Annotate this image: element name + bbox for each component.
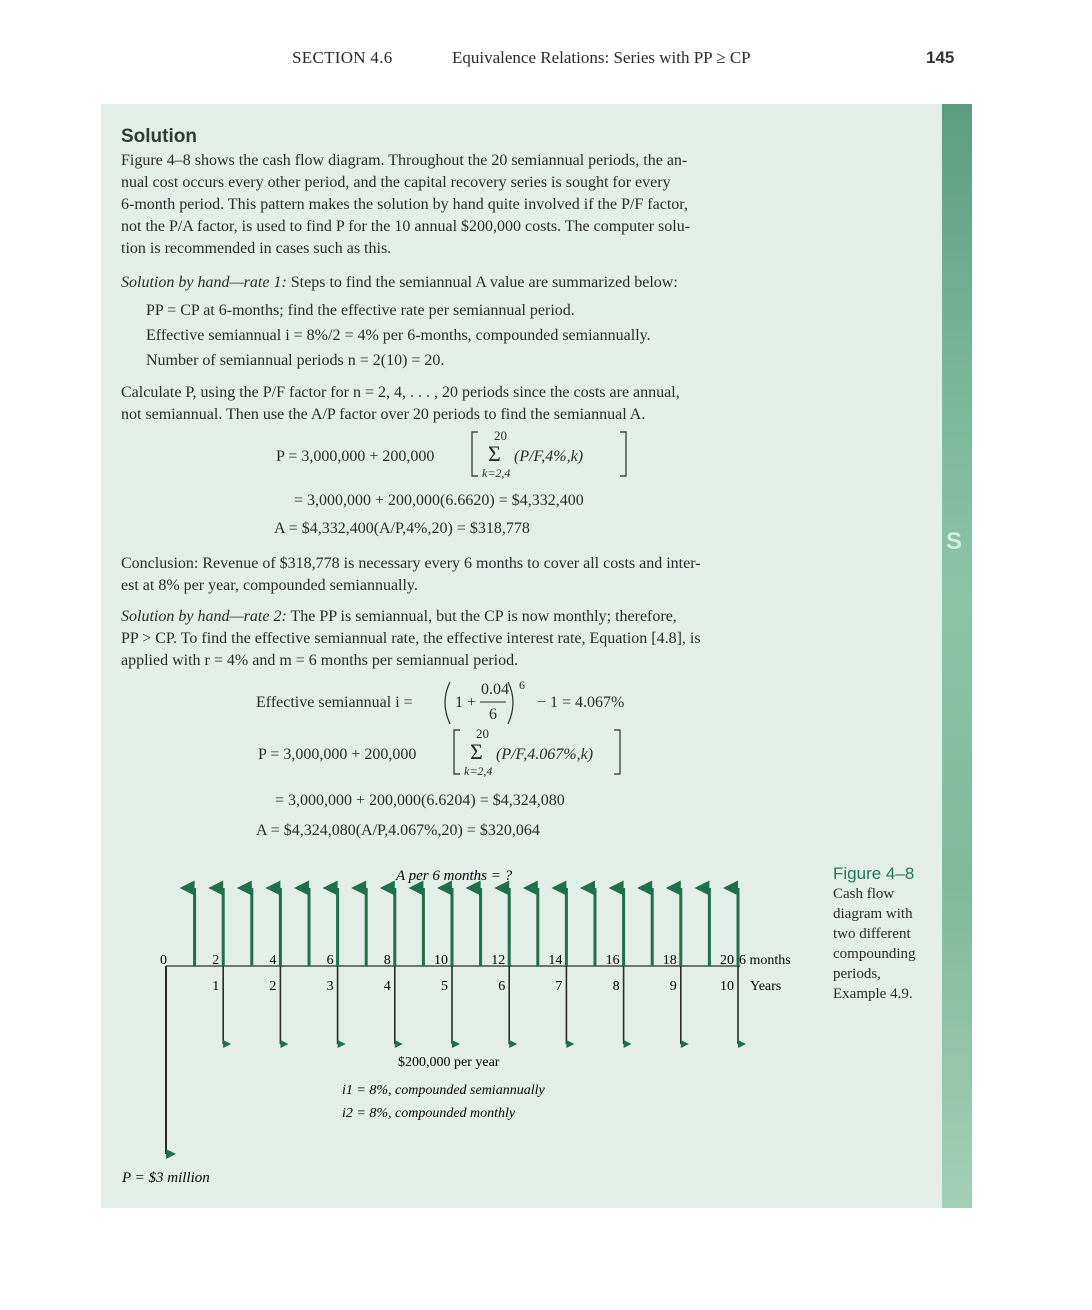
year-tick-label: 3 xyxy=(326,979,334,994)
year-tick-label: 4 xyxy=(383,979,391,994)
rate1-step: Effective semiannual i = 8%/2 = 4% per 6-months, compounded semiannually. xyxy=(146,327,651,344)
time-zero-label: 0 xyxy=(160,953,167,968)
solution-heading: Solution xyxy=(121,126,197,147)
eq2-line2: = 3,000,000 + 200,000(6.6204) = $4,324,080 xyxy=(275,792,565,809)
eq1-sigma: Σ xyxy=(488,441,501,466)
semiannual-tick-label: 18 xyxy=(662,953,677,968)
eq1-line3: A = $4,332,400(A/P,4%,20) = $318,778 xyxy=(274,520,530,537)
rate1-text: Steps to find the semiannual A value are summarized below: xyxy=(286,274,678,291)
figure-caption-line: periods, xyxy=(833,966,881,982)
rate2-line: The PP is semiannual, but the CP is now monthly; therefore, xyxy=(286,608,677,625)
intro-line: tion is recommended in cases such as this. xyxy=(121,240,392,257)
year-tick-label: 10 xyxy=(720,979,734,994)
rate1-step: PP = CP at 6-months; find the effective rate per semiannual period. xyxy=(146,302,575,319)
eq2-line3: A = $4,324,080(A/P,4.067%,20) = $320,064 xyxy=(256,822,540,839)
semiannual-tick-label: 10 xyxy=(434,953,448,968)
conclusion-line: est at 8% per year, compounded semiannually. xyxy=(121,577,418,594)
eq2-exponent: 6 xyxy=(519,678,525,692)
decorative-strip-letter: S xyxy=(946,528,963,555)
page-number: 145 xyxy=(926,48,955,67)
figure-caption-line: two different xyxy=(833,926,911,942)
eq1-sum-bottom: k=2,4 xyxy=(482,466,511,480)
calc-line: Calculate P, using the P/F factor for n = 2, 4, . . . , 20 periods since the costs are annual, xyxy=(121,384,680,401)
rate2-paragraph xyxy=(121,606,775,672)
eq2-sum-top: 20 xyxy=(476,726,489,741)
eq1-p-lhs: P = 3,000,000 + 200,000 xyxy=(276,448,435,465)
year-tick-label: 9 xyxy=(669,979,677,994)
rate2-label: Solution by hand—rate 2: xyxy=(121,608,287,625)
eq2-denominator: 6 xyxy=(489,706,497,723)
rate1-label: Solution by hand—rate 1: xyxy=(121,274,287,291)
rate-i2-label: i2 = 8%, compounded monthly xyxy=(342,1106,516,1121)
eq2-sum-bottom: k=2,4 xyxy=(464,764,493,778)
tick-label-group xyxy=(212,953,734,994)
rate2-line: PP > CP. To find the effective semiannual rate, the effective interest rate, Equation [4.8], is xyxy=(121,630,701,647)
cash-flow-diagram xyxy=(100,860,820,1200)
eq2-rhs: − 1 = 4.067% xyxy=(537,694,625,711)
rate2-line: applied with r = 4% and m = 6 months per semiannual period. xyxy=(121,652,519,669)
year-tick-label: 2 xyxy=(269,979,277,994)
conclusion-paragraph xyxy=(121,553,775,597)
running-title: Equivalence Relations: Series with PP ≥ CP xyxy=(452,48,751,67)
semiannual-tick-label: 16 xyxy=(605,953,620,968)
years-unit-label: Years xyxy=(750,979,782,994)
eq2-term: (P/F,4.067%,k) xyxy=(496,746,594,763)
figure-caption-line: Cash flow xyxy=(833,886,895,902)
intro-line: 6-month period. This pattern makes the solution by hand quite involved if the P/F factor, xyxy=(121,196,688,213)
intro-line: not the P/A factor, is used to find P for the 10 annual $200,000 costs. The computer solu- xyxy=(121,218,691,235)
eq2-p-lhs: P = 3,000,000 + 200,000 xyxy=(258,746,417,763)
year-tick-label: 5 xyxy=(441,979,448,994)
year-tick-label: 6 xyxy=(498,979,506,994)
rate-i1-label: i1 = 8%, compounded semiannually xyxy=(342,1083,545,1098)
year-tick-label: 7 xyxy=(555,979,563,994)
months-unit-label: 6 months xyxy=(739,953,791,968)
eq1-line2: = 3,000,000 + 200,000(6.6620) = $4,332,400 xyxy=(294,492,584,509)
semiannual-tick-label: 12 xyxy=(491,953,506,968)
eq1-sum-top: 20 xyxy=(494,428,507,443)
calc-paragraph xyxy=(121,382,775,426)
rate1-paragraph xyxy=(121,272,775,294)
figure-caption-line: compounding xyxy=(833,946,916,962)
figure-caption-line: diagram with xyxy=(833,906,913,922)
semiannual-tick-label: 8 xyxy=(383,953,391,968)
figure-caption-line: Example 4.9. xyxy=(833,986,913,1002)
eq1-term: (P/F,4%,k) xyxy=(514,448,584,465)
calc-line: not semiannual. Then use the A/P factor over 20 periods to find the semiannual A. xyxy=(121,406,646,423)
year-tick-label: 1 xyxy=(212,979,220,994)
semiannual-tick-label: 20 xyxy=(720,953,734,968)
eq2-sigma: Σ xyxy=(470,739,483,764)
section-label: SECTION 4.6 xyxy=(292,48,393,67)
intro-line: Figure 4–8 shows the cash flow diagram. Throughout the 20 semiannual periods, the an- xyxy=(121,152,688,169)
figure-title: Figure 4–8 xyxy=(833,864,915,883)
intro-paragraph xyxy=(121,150,775,260)
page-header xyxy=(0,48,1092,72)
conclusion-line: Conclusion: Revenue of $318,778 is necessary every 6 months to cover all costs and inter- xyxy=(121,555,701,572)
annual-cost-label: $200,000 per year xyxy=(398,1055,500,1070)
semiannual-tick-label: 14 xyxy=(548,953,563,968)
decorative-side-strip xyxy=(942,104,972,1208)
intro-line: nual cost occurs every other period, and the capital recovery series is sought for every xyxy=(121,174,671,191)
semiannual-tick-label: 2 xyxy=(212,953,220,968)
semiannual-tick-label: 4 xyxy=(269,953,277,968)
receipt-series-label: A per 6 months = ? xyxy=(396,868,513,884)
rate1-step: Number of semiannual periods n = 2(10) = 20. xyxy=(146,352,445,369)
year-tick-label: 8 xyxy=(612,979,620,994)
eq2-effective-lhs: Effective semiannual i = xyxy=(256,694,413,711)
semiannual-tick-label: 6 xyxy=(326,953,334,968)
initial-cost-label: P = $3 million xyxy=(122,1170,210,1186)
eq2-numerator: 0.04 xyxy=(481,681,509,698)
